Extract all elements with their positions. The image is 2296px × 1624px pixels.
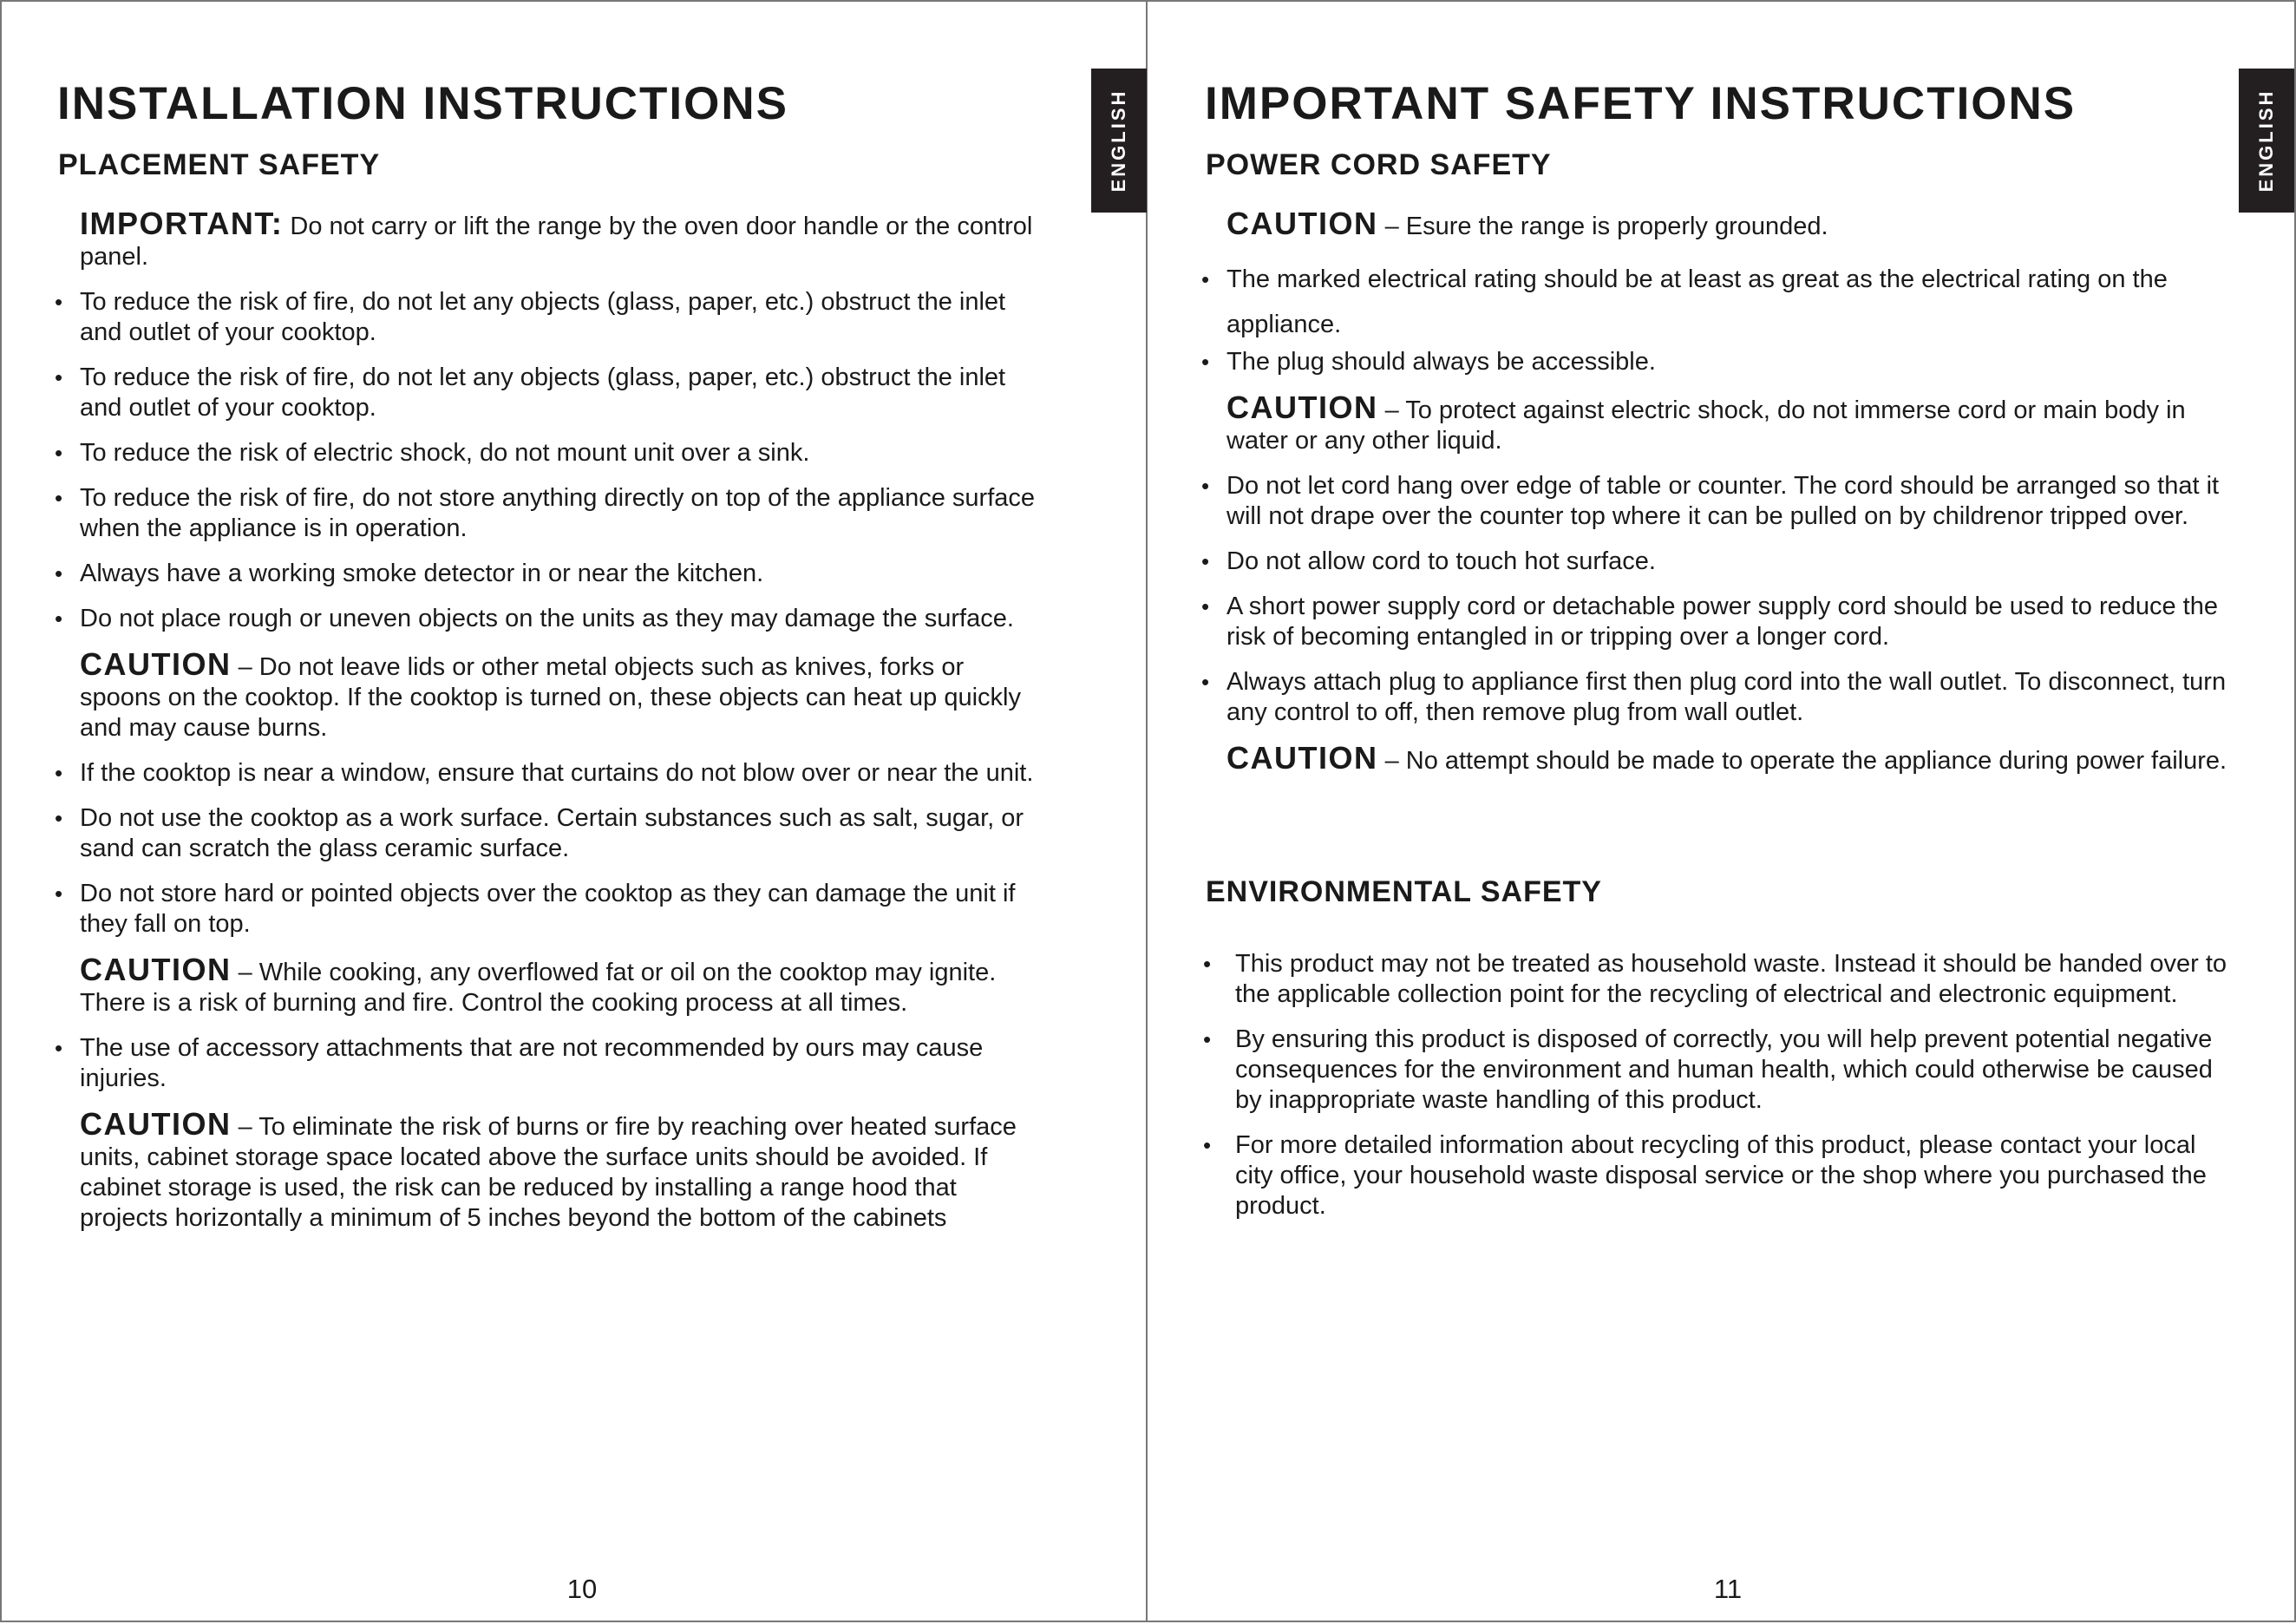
caution-note xyxy=(80,1106,1051,1234)
left-page-content xyxy=(55,206,1051,1234)
bullet-dot-icon: • xyxy=(55,760,63,786)
list-item: • If the cooktop is near a window, ensure that curtains do not blow over or near the unit. xyxy=(55,759,1034,787)
list-item: • The use of accessory attachments that are not recommended by ours may cause injuries. xyxy=(55,1034,984,1092)
list-item: • Do not use the cooktop as a work surface. Certain substances such as salt, sugar, or sand can scratch the glass ceramic surface. xyxy=(55,804,1024,862)
bullet-dot-icon: • xyxy=(1201,669,1210,695)
list-item: • To reduce the risk of electric shock, do not mount unit over a sink. xyxy=(55,439,810,467)
bullet-dot-icon: • xyxy=(55,1035,63,1061)
left-page xyxy=(0,0,1146,1624)
bullet-dot-icon: • xyxy=(55,805,63,831)
page-title: INSTALLATION INSTRUCTIONS xyxy=(57,78,788,129)
list-item: • Always attach plug to appliance first then plug cord into the wall outlet. To disconnect, turn any control to off, then remove plug from wall outlet. xyxy=(1201,668,2227,726)
caution-label: CAUTION xyxy=(80,646,232,682)
caution-note xyxy=(1226,208,2241,242)
bullet-dot-icon: • xyxy=(55,364,63,390)
caution-label: CAUTION xyxy=(1226,740,1378,776)
language-tab-label: ENGLISH xyxy=(1108,88,1129,193)
caution-note xyxy=(1226,740,2241,776)
bullet-dot-icon: • xyxy=(1201,349,1210,375)
caution-text: – While cooking, any overflowed fat or oil on the cooktop may ignite. There is a risk of burning and fire. Control the cooking process at all times. xyxy=(80,959,997,1017)
page-title: IMPORTANT SAFETY INSTRUCTIONS xyxy=(1205,78,2077,129)
list-item: • To reduce the risk of fire, do not let any objects (glass, paper, etc.) obstruct the inlet and outlet of your cooktop. xyxy=(55,288,1006,346)
bullet-dot-icon: • xyxy=(1201,548,1210,574)
bullet-dot-icon: • xyxy=(1203,951,1212,977)
caution-label: CAUTION xyxy=(80,952,232,987)
caution-label: CAUTION xyxy=(1226,390,1378,425)
page-number: 10 xyxy=(566,1574,598,1604)
bullet-dot-icon: • xyxy=(1203,1132,1212,1158)
bullet-dot-icon: • xyxy=(1203,1026,1212,1052)
bullet-dot-icon: • xyxy=(55,289,63,315)
caution-text: – Do not leave lids or other metal objects such as knives, forks or spoons on the cooktop. If the cooktop is turned on, these objects can heat up quickly and may cause burns. xyxy=(80,653,1021,742)
caution-label: CAUTION xyxy=(80,1106,232,1142)
page-number: 11 xyxy=(1713,1574,1743,1604)
section-heading: POWER CORD SAFETY xyxy=(1206,148,1552,181)
caution-text: – No attempt should be made to operate the appliance during power failure. xyxy=(1384,747,2227,775)
bullet-dot-icon: • xyxy=(55,881,63,907)
list-item: • The plug should always be accessible. xyxy=(1201,348,1656,376)
language-tab-label: ENGLISH xyxy=(2255,88,2277,193)
important-text: Do not carry or lift the range by the oven door handle or the control panel. xyxy=(80,213,1033,271)
caution-text: – To eliminate the risk of burns or fire by reaching over heated surface units, cabinet storage space located above the surface units should be avoided. If cabinet storage is used, the risk can be reduced by installing a range hood that projects horizontally a minimum of 5 inches beyond the bottom of the cabinets xyxy=(80,1113,1017,1232)
section-heading: ENVIRONMENTAL SAFETY xyxy=(1206,875,1602,908)
list-item: • To reduce the risk of fire, do not let any objects (glass, paper, etc.) obstruct the inlet and outlet of your cooktop. xyxy=(55,363,1006,422)
right-page-content xyxy=(1201,206,2241,776)
list-item: • Always have a working smoke detector in or near the kitchen. xyxy=(55,560,764,587)
bullet-dot-icon: • xyxy=(55,606,63,632)
caution-text: – Esure the range is properly grounded. xyxy=(1384,213,1828,240)
language-tab xyxy=(2239,69,2294,213)
list-item: • Do not let cord hang over edge of table or counter. The cord should be arranged so that it will not drape over the counter top where it can be pulled on by childrenor tripped over. xyxy=(1201,472,2220,530)
language-tab xyxy=(1091,69,1147,213)
bullet-dot-icon: • xyxy=(1201,266,1210,292)
caution-note xyxy=(1226,392,2241,456)
bullet-dot-icon: • xyxy=(55,560,63,586)
list-item: • Do not place rough or uneven objects on the units as they may damage the surface. xyxy=(55,605,1014,632)
important-note xyxy=(80,208,1051,272)
section-heading: PLACEMENT SAFETY xyxy=(58,148,381,181)
caution-note xyxy=(80,646,1051,743)
list-item: • To reduce the risk of fire, do not store anything directly on top of the appliance surface when the appliance is in operation. xyxy=(55,484,1036,542)
list-item: • For more detailed information about recycling of this product, please contact your local city office, your household waste disposal service or the shop where you purchased the product. xyxy=(1203,1131,2207,1220)
list-item: • By ensuring this product is disposed of correctly, you will help prevent potential negative consequences for the environment and human health, which could otherwise be caused by inappropriate waste handling of this product. xyxy=(1203,1025,2213,1114)
caution-label: CAUTION xyxy=(1226,206,1378,241)
bullet-dot-icon: • xyxy=(1201,593,1210,619)
caution-note xyxy=(80,954,1051,1018)
environmental-content xyxy=(1203,949,2233,1221)
important-label: IMPORTANT: xyxy=(80,206,284,241)
bullet-dot-icon: • xyxy=(55,485,63,511)
bullet-dot-icon: • xyxy=(1201,473,1210,499)
bullet-dot-icon: • xyxy=(55,440,63,466)
list-item: • A short power supply cord or detachable power supply cord should be used to reduce the risk of becoming entangled in or tripping over a longer cord. xyxy=(1201,593,2218,651)
list-item: • Do not allow cord to touch hot surface. xyxy=(1201,547,1656,575)
list-item: • Do not store hard or pointed objects over the cooktop as they can damage the unit if they fall on top. xyxy=(55,880,1016,938)
caution-text: – To protect against electric shock, do not immerse cord or main body in water or any other liquid. xyxy=(1226,396,2186,455)
list-item: • This product may not be treated as household waste. Instead it should be handed over to the applicable collection point for the recycling of electrical and electronic equipment. xyxy=(1203,950,2227,1008)
right-page xyxy=(1148,0,2296,1624)
list-item: • The marked electrical rating should be at least as great as the electrical rating on the appliance. xyxy=(1226,257,2241,347)
